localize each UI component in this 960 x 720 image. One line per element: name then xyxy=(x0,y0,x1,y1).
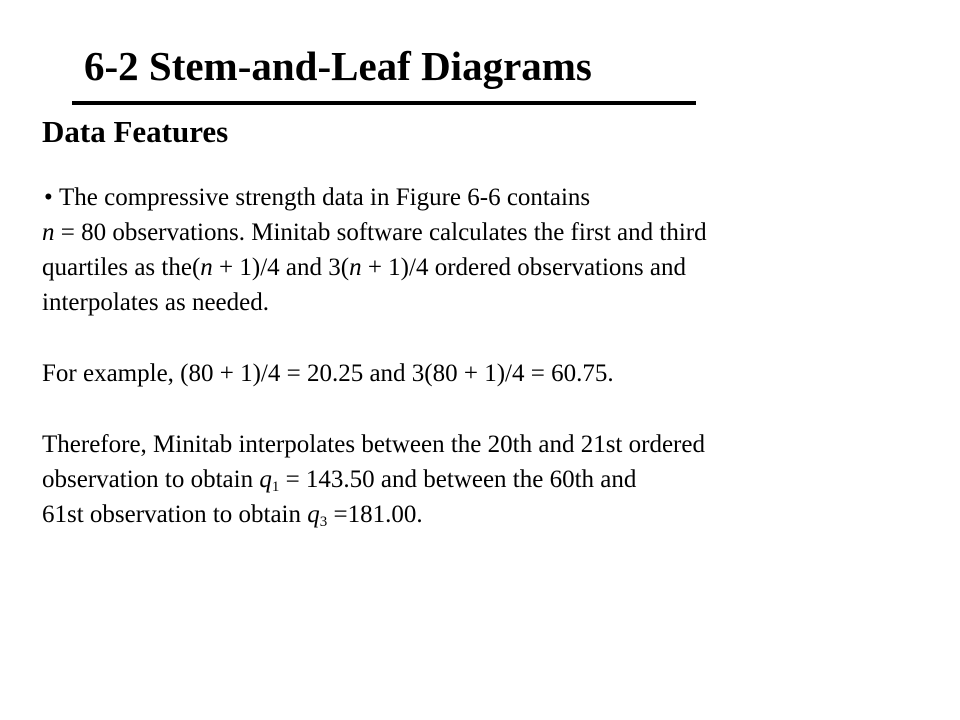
paragraph1-text1: The compressive strength data in Figure 6-6 contains xyxy=(59,184,591,211)
paragraph3-text2b: = 143.50 and between the 60th and xyxy=(279,466,637,493)
variable-n: n xyxy=(200,254,213,281)
paragraph1-line2 xyxy=(42,215,942,250)
spacer xyxy=(42,391,942,427)
subscript-1: 1 xyxy=(271,479,280,495)
variable-q: q xyxy=(307,501,320,528)
paragraph1-text3c: + 1)/4 ordered observations and xyxy=(361,254,687,281)
subscript-3: 3 xyxy=(319,514,328,530)
body-text xyxy=(42,180,942,532)
paragraph1-line1 xyxy=(42,180,942,215)
paragraph1-text3a: quartiles as the( xyxy=(42,254,201,281)
paragraph1-line4: interpolates as needed. xyxy=(42,289,269,316)
slide-title: 6-2 Stem-and-Leaf Diagrams xyxy=(84,43,592,89)
bullet-icon: • xyxy=(44,184,53,211)
paragraph1-text3b: + 1)/4 and 3( xyxy=(212,254,350,281)
variable-q: q xyxy=(259,466,272,493)
paragraph3-text3b: =181.00. xyxy=(327,501,423,528)
section-heading: Data Features xyxy=(42,114,229,149)
paragraph3-line1: Therefore, Minitab interpolates between the 20th and 21st ordered xyxy=(42,431,705,458)
paragraph2-line1: For example, (80 + 1)/4 = 20.25 and 3(80 + 1)/4 = 60.75. xyxy=(42,360,614,387)
paragraph1-text2: = 80 observations. Minitab software calculates the first and third xyxy=(54,219,707,246)
variable-n: n xyxy=(349,254,362,281)
paragraph3-text2a: observation to obtain xyxy=(42,466,260,493)
title-underline xyxy=(72,101,696,105)
spacer xyxy=(42,320,942,356)
variable-n: n xyxy=(42,219,55,246)
paragraph1-line3 xyxy=(42,250,942,285)
paragraph3-line3 xyxy=(42,497,942,532)
paragraph3-line2 xyxy=(42,462,942,497)
paragraph3-text3a: 61st observation to obtain xyxy=(42,501,308,528)
